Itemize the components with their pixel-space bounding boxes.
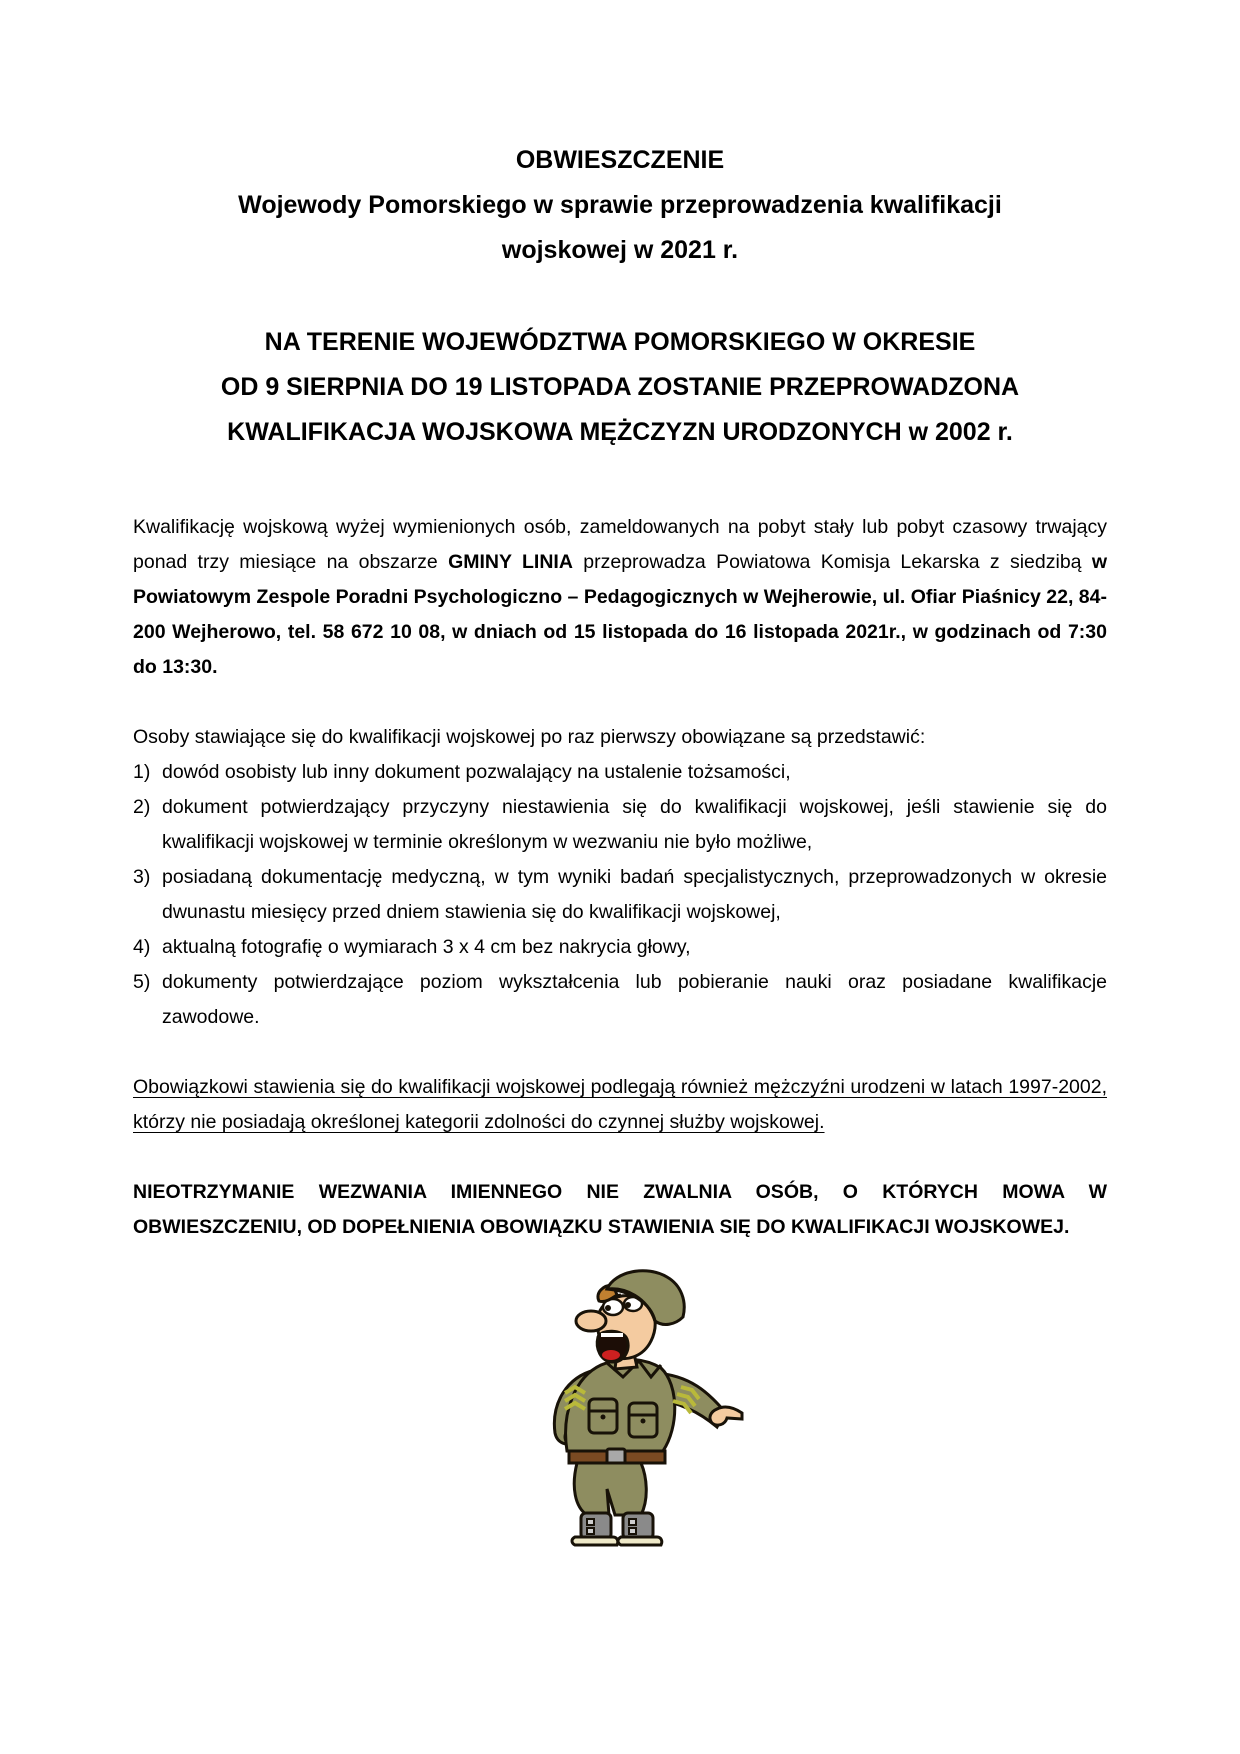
soldier-tongue [602,1350,620,1360]
list-item-text: posiadaną dokumentację medyczną, w tym wyniki badań specjalistycznych, przeprowadzonych w okresie dwunastu miesięcy przed dniem stawienia się do kwalifikacji wojskowej, [162,866,1107,923]
requirements-intro: Osoby stawiające się do kwalifikacji wojskowej po raz pierwszy obowiązane są przedstawić: [133,726,926,748]
soldier-illustration [495,1265,745,1560]
list-item-marker: 3) [133,866,151,888]
document-title-block [133,138,1107,273]
obligation-paragraph: Obowiązkowi stawienia się do kwalifikacji wojskowej podlegają również mężczyźni urodzeni w latach 1997-2002, którzy nie posiadają określonej kategorii zdolności do czynnej służby wojskowej. [133,1076,1107,1133]
soldier-pointing-hand [710,1406,742,1424]
list-item-marker: 5) [133,971,151,993]
list-item-marker: 1) [133,761,151,783]
list-item-marker: 4) [133,936,151,958]
intro-text-bold-commune: GMINY LINIA [448,551,573,573]
announcement-line-1: NA TERENIE WOJEWÓDZTWA POMORSKIEGO W OKRESIE [264,328,976,356]
document-title: OBWIESZCZENIE [515,146,725,174]
list-item-text: aktualną fotografię o wymiarach 3 x 4 cm bez nakrycia głowy, [162,936,691,958]
list-item [133,965,1107,1035]
intro-paragraph [133,510,1107,685]
list-item [133,790,1107,860]
list-item-text: dokument potwierdzający przyczyny niestawienia się do kwalifikacji wojskowej, jeśli stawienie się do kwalifikacji wojskowej w terminie określonym w wezwaniu nie było możliwe, [162,796,1107,853]
intro-text-bold-location-dates: w Powiatowym Zespole Poradni Psychologiczno – Pedagogicznych w Wejherowie, ul. Ofiar Piaśnicy 22, 84-200 Wejherowo, tel. 58 672 10 08, w dniach od 15 listopada do 16 listopada 2021r., w godzinach od 7:30 do 13:30. [133,551,1108,678]
list-item [133,860,1107,930]
intro-text-normal-1: Kwalifikację wojskową wyżej wymienionych osób, zameldowanych na pobyt stały lub pobyt czasowy trwający ponad trzy miesiące na obszarze [133,516,1107,573]
intro-text-normal-2: przeprowadza Powiatowa Komisja Lekarska z siedzibą [572,551,1092,573]
document-subtitle-line-1: Wojewody Pomorskiego w sprawie przeprowadzenia kwalifikacji [238,191,1002,219]
list-item-text: dowód osobisty lub inny dokument pozwalający na ustalenie tożsamości, [162,761,791,783]
illustration-container [133,1265,1107,1565]
soldier-nose [576,1311,606,1331]
requirements-section [133,720,1107,1035]
announcement-heading [133,320,1107,455]
document-subtitle-line-2: wojskowej w 2021 r. [501,236,739,264]
list-item [133,930,1107,965]
warning-paragraph: NIEOTRZYMANIE WEZWANIA IMIENNEGO NIE ZWALNIA OSÓB, O KTÓRYCH MOWA W OBWIESZCZENIU, OD DOPEŁNIENIA OBOWIĄZKU STAWIENIA SIĘ DO KWALIFIKACJI WOJSKOWEJ. [133,1181,1107,1238]
soldier-boot-left [581,1513,611,1539]
soldier-trousers [574,1463,646,1515]
announcement-line-2: OD 9 SIERPNIA DO 19 LISTOPADA ZOSTANIE PRZEPROWADZONA [220,373,1020,401]
list-item-text: dokumenty potwierdzające poziom wykształcenia lub pobieranie nauki oraz posiadane kwalifikacje zawodowe. [162,971,1107,1028]
soldier-boot-right [623,1513,653,1539]
list-item [133,755,1107,790]
announcement-line-3: KWALIFIKACJA WOJSKOWA MĘŻCZYZN URODZONYCH w 2002 r. [227,418,1013,446]
list-item-marker: 2) [133,796,151,818]
